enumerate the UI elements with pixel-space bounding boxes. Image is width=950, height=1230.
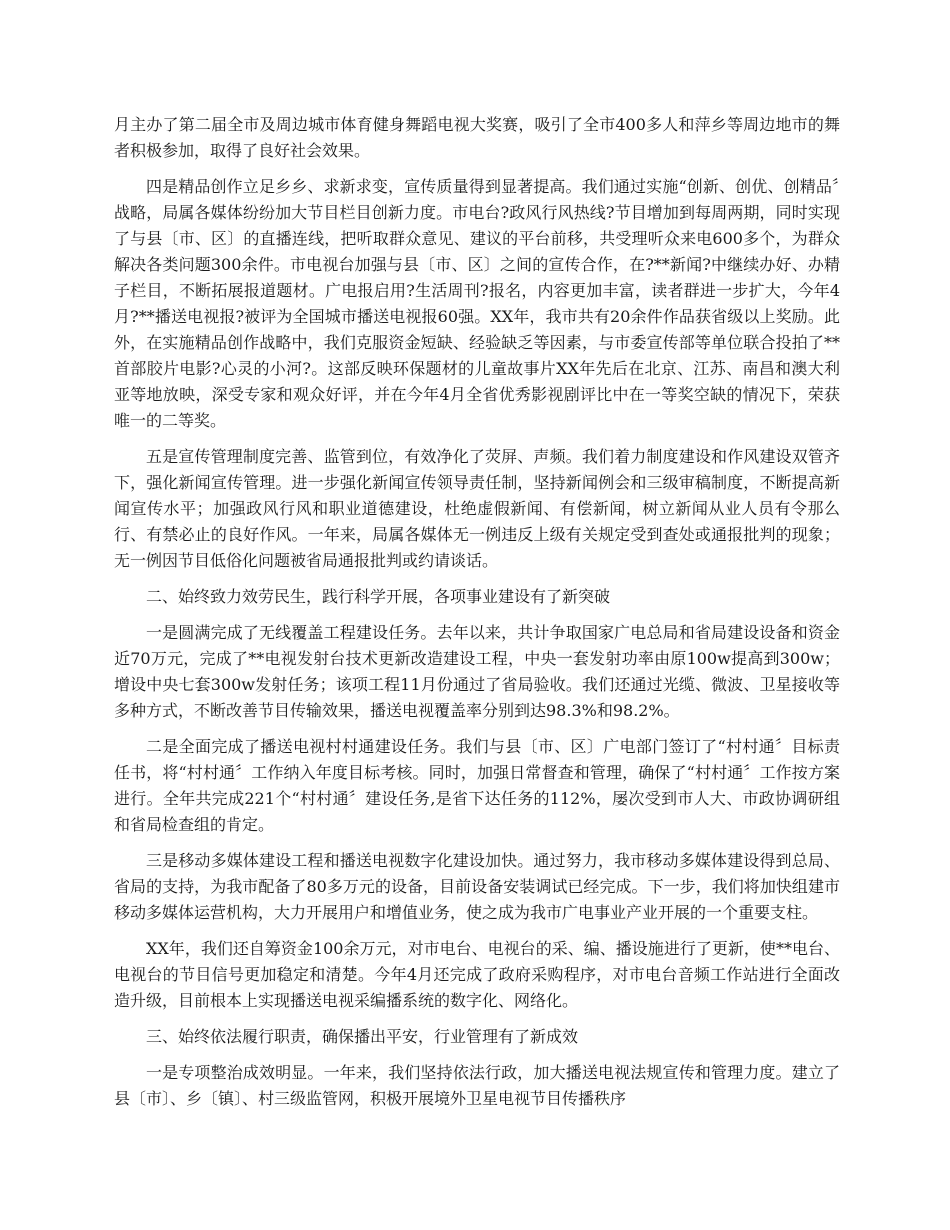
paragraph-management-system: 五是宣传管理制度完善、监管到位，有效净化了荧屏、声频。我们着力制度建设和作风建设双管齐下，强化新闻宣传管理。进一步强化新闻宣传领导责任制，坚持新闻例会和三级审稿制度，不断提高新闻宣传水平；加强政风行风和职业道德建设，杜绝虚假新闻、有偿新闻，树立新闻从业人员有令那么行、有禁必止的良好作风。一年来，局属各媒体无一例违反上级有关规定受到查处或通报批判的现象；无一例因节目低俗化问题被省局通报批判或约请谈话。	[114, 447, 840, 570]
section-heading-three: 三、始终依法履行职责，确保播出平安，行业管理有了新成效	[146, 1027, 579, 1046]
paragraph-special-rectification: 一是专项整治成效明显。一年来，我们坚持依法行政，加大播送电视法规宣传和管理力度。建立了县〔市〕、乡〔镇〕、村三级监管网，积极开展境外卫星电视节目传播秩序	[114, 1063, 840, 1108]
section-heading-two: 二、始终致力效劳民生，践行科学开展，各项事业建设有了新突破	[146, 587, 611, 606]
paragraph-equipment-upgrade: XX年，我们还自筹资金100余万元，对市电台、电视台的采、编、播设施进行了更新，使**电台、电视台的节目信号更加稳定和清楚。今年4月还完成了政府采购程序，对市电台音频工作站进行全面改造升级，目前根本上实现播送电视采编播系统的数字化、网络化。	[114, 939, 840, 1010]
paragraph-village-coverage: 二是全面完成了播送电视村村通建设任务。我们与县〔市、区〕广电部门签订了“村村通〞目标责任书，将“村村通〞工作纳入年度目标考核。同时，加强日常督查和管理，确保了“村村通〞工作按方案进行。全年共完成221个“村村通〞建设任务,是省下达任务的112%，屡次受到市人大、市政协调研组和省局检查组的肯定。	[114, 737, 840, 834]
paragraph-continued: 月主办了第二届全市及周边城市体育健身舞蹈电视大奖赛，吸引了全市400多人和萍乡等周边地市的舞者积极参加，取得了良好社会效果。	[114, 115, 840, 160]
paragraph-wireless-coverage: 一是圆满完成了无线覆盖工程建设任务。去年以来，共计争取国家广电总局和省局建设设备和资金近70万元，完成了**电视发射台技术更新改造建设工程，中央一套发射功率由原100w提高到300w；增设中央七套300w发射任务；该项工程11月份通过了省局验收。我们还通过光缆、微波、卫星接收等多种方式，不断改善节目传输效果，播送电视覆盖率分别到达98.3%和98.2%。	[114, 623, 840, 720]
paragraph-quality-creation: 四是精品创作立足乡乡、求新求变，宣传质量得到显著提高。我们通过实施“创新、创优、创精品〞战略，局属各媒体纷纷加大节目栏目创新力度。市电台?政风行风热线?节目增加到每周两期，同时实现了与县〔市、区〕的直播连线，把听取群众意见、建议的平台前移，共受理听众来电600多个，为群众解决各类问题300余件。市电视台加强与县〔市、区〕之间的宣传合作，在?**新闻?中继续办好、办精子栏目，不断拓展报道题材。广电报启用?生活周刊?报名，内容更加丰富，读者群进一步扩大，今年4月?**播送电视报?被评为全国城市播送电视报60强。XX年，我市共有20余件作品获省级以上奖励。此外，在实施精品创作战略中，我们克服资金短缺、经验缺乏等因素，与市委宣传部等单位联合投拍了**首部胶片电影?心灵的小河?。这部反映环保题材的儿童故事片XX年先后在北京、江苏、南昌和澳大利亚等地放映，深受专家和观众好评，并在今年4月全省优秀影视剧评比中在一等奖空缺的情况下，荣获唯一的二等奖。	[114, 177, 840, 430]
paragraph-mobile-multimedia: 三是移动多媒体建设工程和播送电视数字化建设加快。通过努力，我市移动多媒体建设得到总局、省局的支持，为我市配备了80多万元的设备，目前设备安装调试已经完成。下一步，我们将加快组建市移动多媒体运营机构，大力开展用户和增值业务，使之成为我市广电事业产业开展的一个重要支柱。	[114, 851, 840, 922]
document-body	[114, 112, 840, 1122]
